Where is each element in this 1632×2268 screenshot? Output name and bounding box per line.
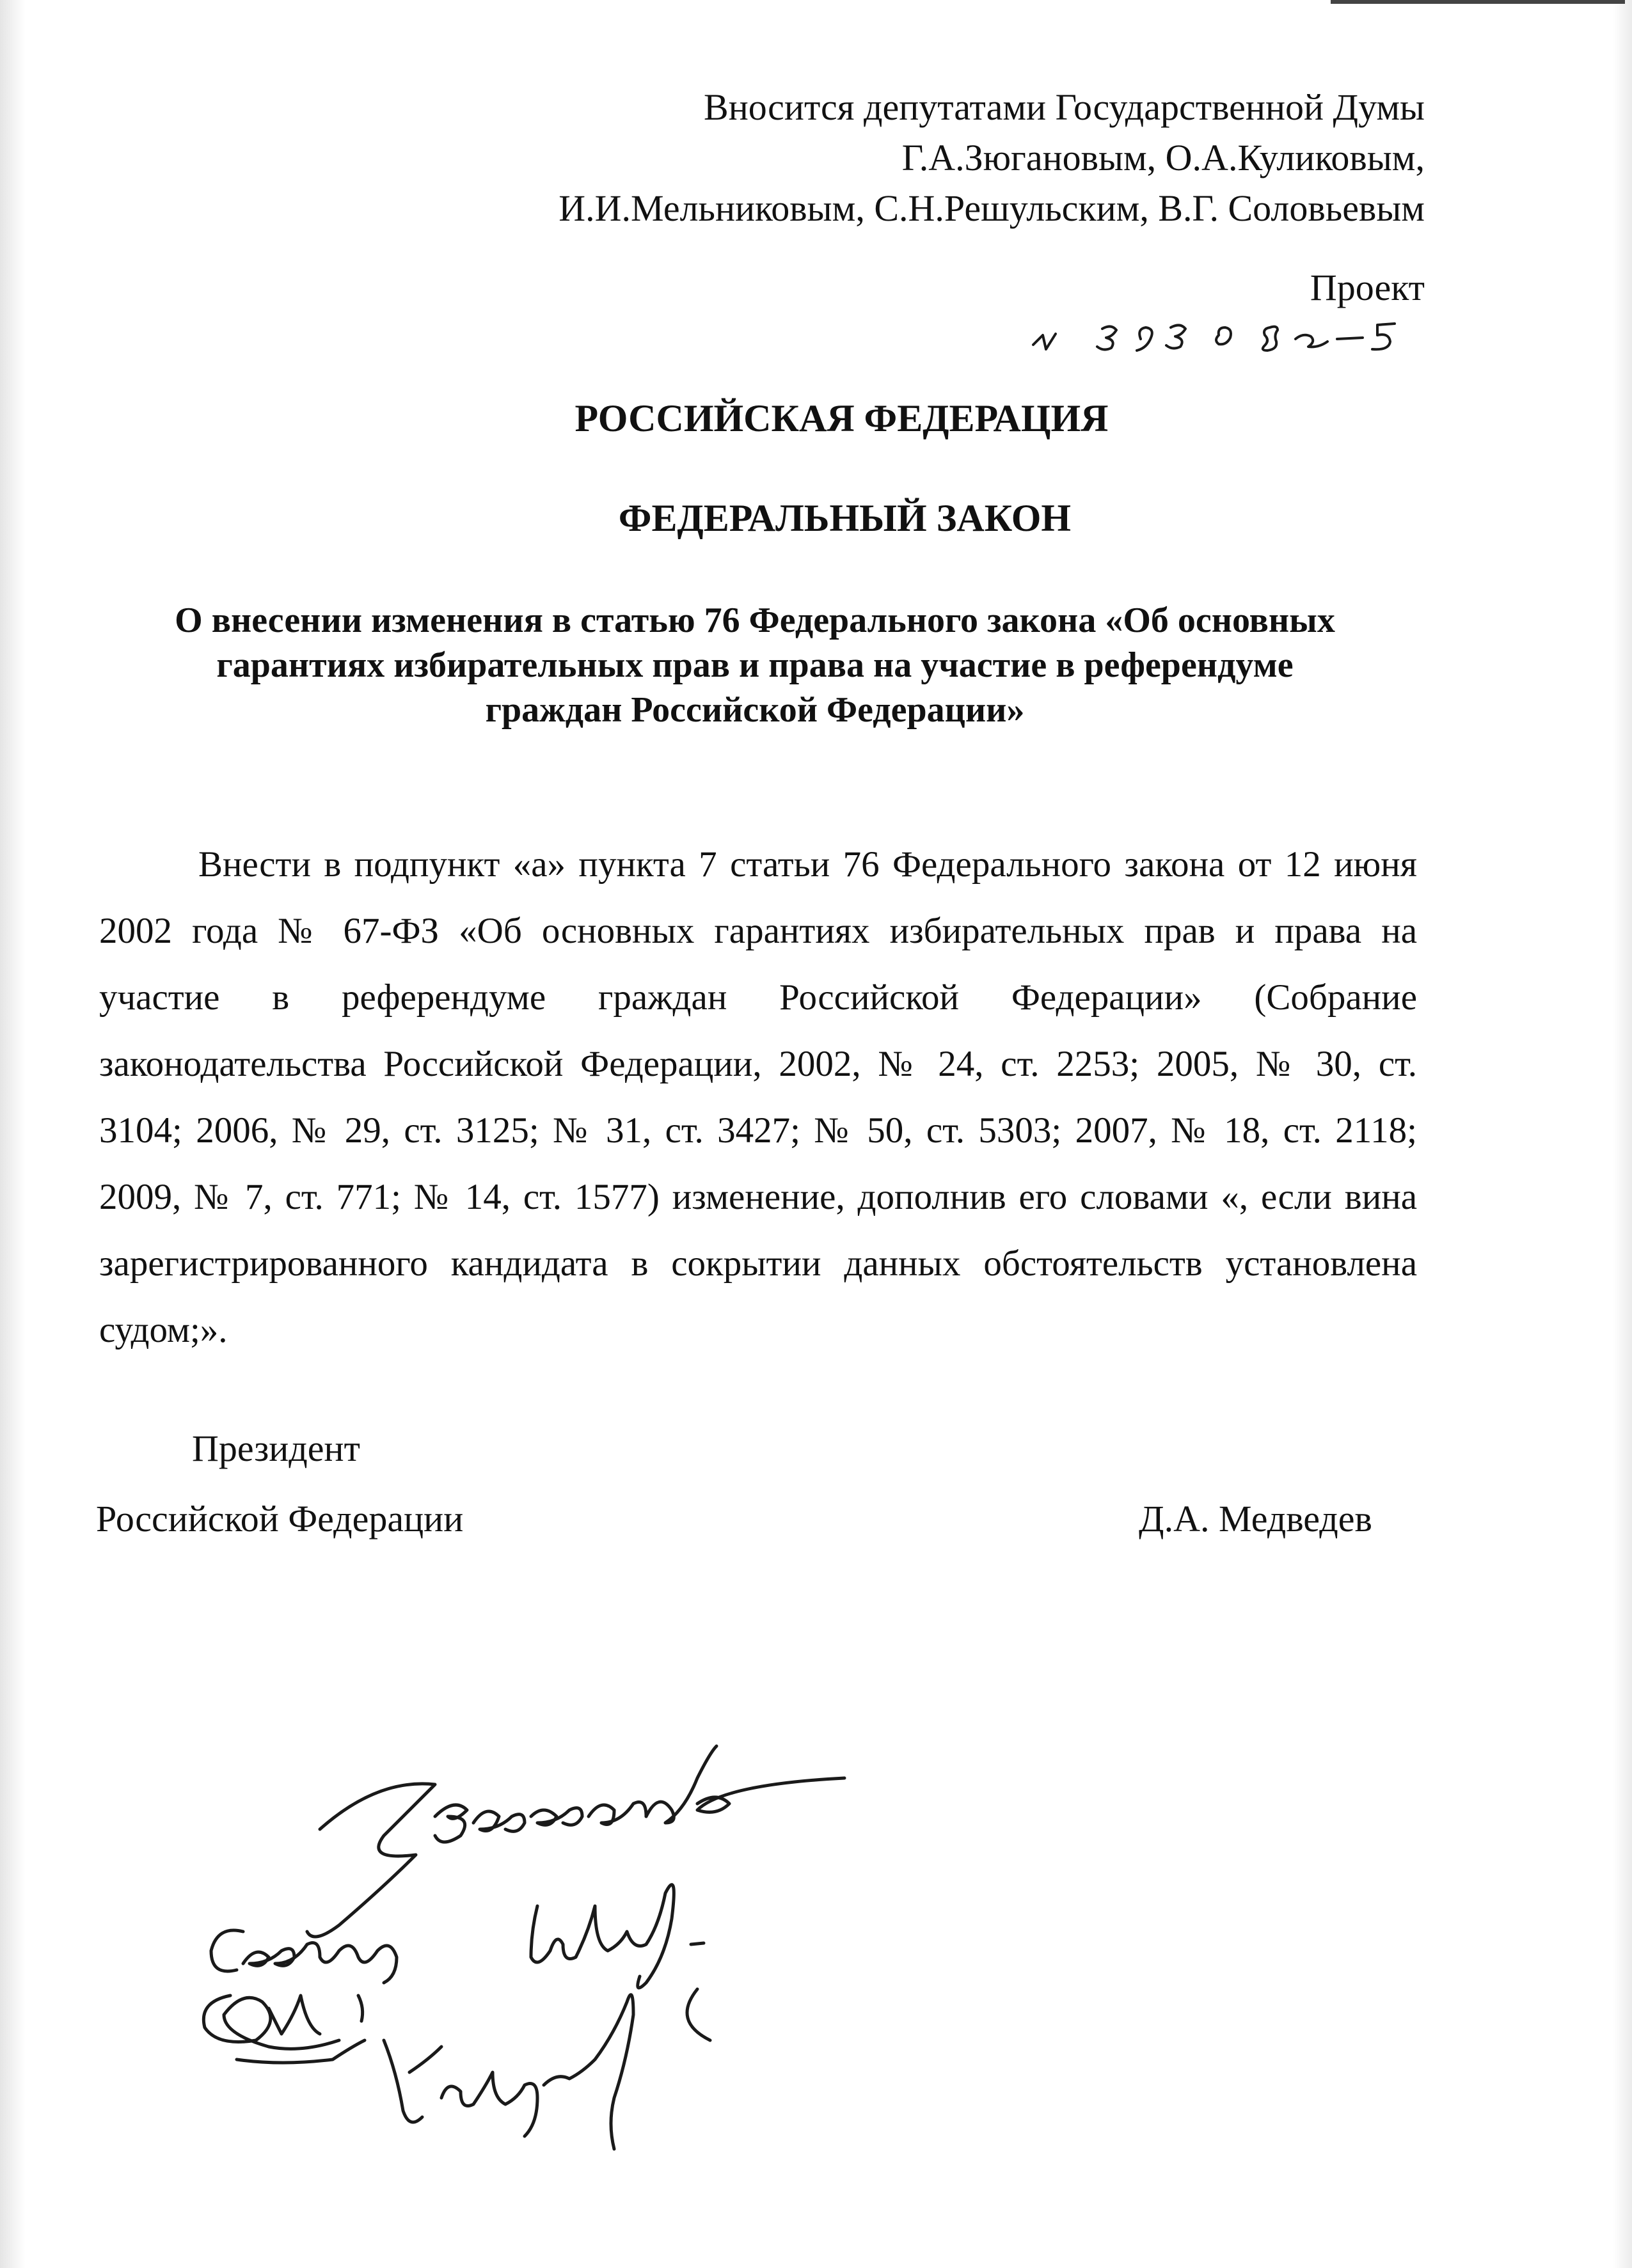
body-line-6: 2009, № 7, ст. 771; № 14, ст. 1577) изменение, дополнив его словами «, если вина (99, 1177, 1417, 1217)
handwritten-signatures (173, 1740, 908, 2175)
scan-edge-right (1613, 0, 1632, 2268)
body-line-5: 3104; 2006, № 29, ст. 3125; № 31, ст. 3427; № 50, ст. 5303; 2007, № 18, ст. 2118; (99, 1110, 1417, 1151)
submitted-by-line-1: Вносится депутатами Государственной Думы (704, 86, 1425, 128)
body-line-4: законодательства Российской Федерации, 2002, № 24, ст. 2253; 2005, № 30, ст. (99, 1044, 1417, 1084)
president-position-line-1: Президент (192, 1428, 360, 1469)
president-signature-block (96, 1414, 1375, 1554)
scan-edge-left (0, 0, 26, 2268)
body-line-8: судом;». (99, 1310, 228, 1350)
body-line-7: зарегистрированного кандидата в сокрытии данных обстоятельств установлена (99, 1243, 1417, 1284)
body-line-2: 2002 года № 67-ФЗ «Об основных гарантиях избирательных прав и права на (99, 911, 1417, 951)
president-name: Д.А. Медведев (1139, 1498, 1372, 1540)
submitted-by-block (465, 82, 1425, 233)
law-subject-line-2: гарантиях избирательных прав и права на участие в референдуме (216, 645, 1294, 685)
president-position-line-2: Российской Федерации (96, 1498, 464, 1540)
project-label: Проект (1310, 267, 1425, 308)
president-position-row (96, 1484, 1375, 1554)
submitted-by-line-2: Г.А.Зюгановым, О.А.Куликовым, (901, 137, 1425, 178)
submitted-by-line-3: И.И.Мельниковым, С.Н.Решульским, В.Г. Соловьевым (559, 187, 1425, 229)
country-title: РОССИЙСКАЯ ФЕДЕРАЦИЯ (574, 397, 1109, 439)
law-subject-line-3: граждан Российской Федерации» (485, 690, 1025, 730)
law-subject-title (147, 598, 1363, 732)
body-line-1: Внести в подпункт «а» пункта 7 статьи 76 Федерального закона от 12 июня (198, 844, 1417, 885)
body-line-3: участие в референдуме граждан Российской Федерации» (Собрание (99, 977, 1417, 1018)
law-subject-line-1: О внесении изменения в статью 76 Федерального закона «Об основных (175, 601, 1335, 640)
handwritten-registration-number (1027, 310, 1423, 361)
scan-edge-top (1331, 0, 1625, 4)
law-body-paragraph (99, 831, 1417, 1364)
law-type-title: ФЕДЕРАЛЬНЫЙ ЗАКОН (618, 497, 1072, 539)
